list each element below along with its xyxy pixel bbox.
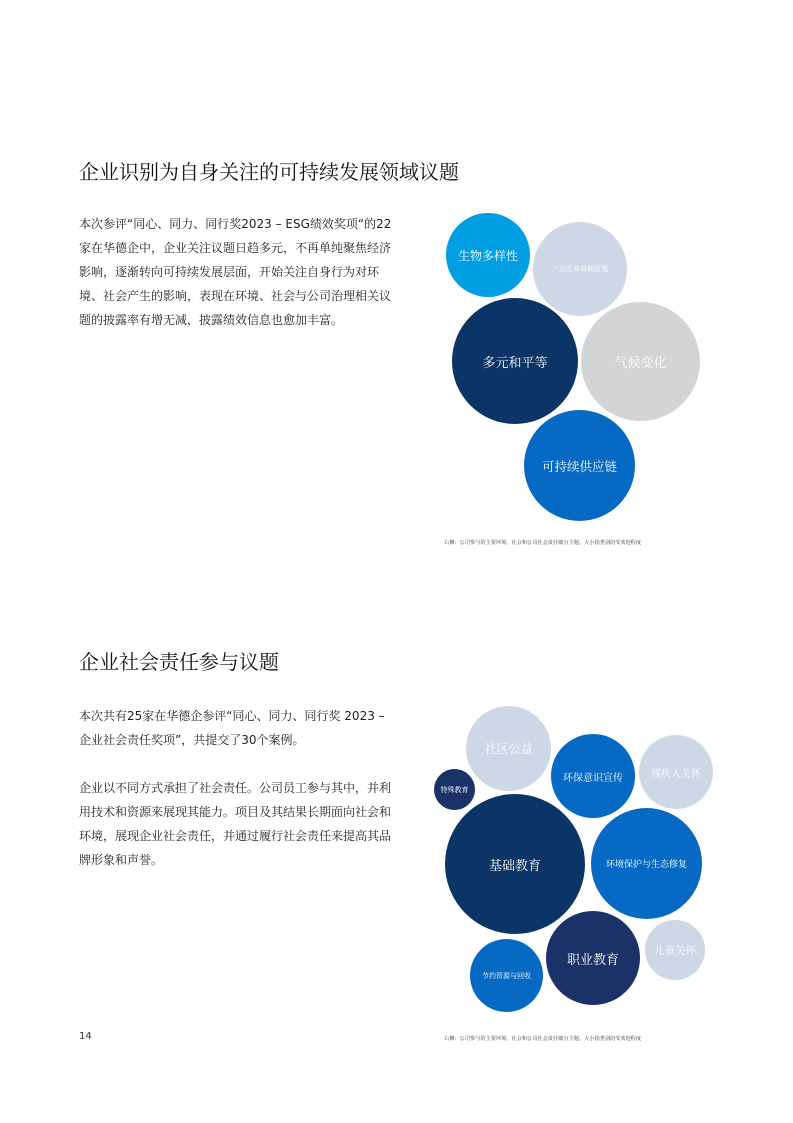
bubble-climate-change: 气候变化 <box>581 302 700 421</box>
bubble-environmental-awareness: 环保意识宣传 <box>551 734 635 818</box>
bubble-resource-recycling: 节约资源与回收 <box>470 939 543 1012</box>
bubble-environmental-protection: 环境保护与生态修复 <box>591 808 702 919</box>
section2-caption: 右侧：公司参与的主要环境、社会和公司社会责任细分主题。大小指类别的受欢迎程度 <box>444 1036 642 1042</box>
bubble-biodiversity: 生物多样性 <box>446 213 530 297</box>
bubble-diversity-equality: 多元和平等 <box>452 298 578 424</box>
bubble-vocational-education: 职业教育 <box>546 911 640 1005</box>
section1-paragraph: 本次参评“同心、同力、同行奖2023 – ESG绩效奖项“的22家在华德企中，企业关注议题日趋多元，不再单纯聚焦经济影响，逐渐转向可持续发展层面，开始关注自身行为对环境、社会产生的影响，表现在环境、社会与公司治理相关议题的披露率有增无减，披露绩效信息也愈加丰富。 <box>79 217 392 327</box>
section1-caption: 右侧：公司参与的主要环境、社会和公司社会责任细分主题。大小指类别的受欢迎程度 <box>444 540 642 546</box>
bubble-product-lifecycle: 产品生命周期管理 <box>533 222 627 316</box>
section1-title: 企业识别为自身关注的可持续发展领域议题 <box>79 160 459 184</box>
bubble-basic-education: 基础教育 <box>445 794 585 934</box>
bubble-disability-care: 残疾人关怀 <box>639 735 713 809</box>
bubble-special-education: 特殊教育 <box>434 769 475 810</box>
page-number: 14 <box>79 1031 92 1042</box>
bubble-child-care: 儿童关怀 <box>645 920 705 980</box>
section2-title: 企业社会责任参与议题 <box>79 650 279 674</box>
section2-paragraph-2: 企业以不同方式承担了社会责任。公司员工参与其中，并利用技术和资源来展现其能力。项目及其结果长期面向社会和环境，展现企业社会责任，并通过履行社会责任来提高其品牌形象和声誉。 <box>79 781 392 867</box>
section2-paragraph-1: 本次共有25家在华德企参评“同心、同力、同行奖 2023 – 企业社会责任奖项”，共提交了30个案例。 <box>79 709 385 747</box>
bubble-community-welfare: 社区公益 <box>466 706 551 791</box>
bubble-sustainable-supply-chain: 可持续供应链 <box>524 410 635 521</box>
